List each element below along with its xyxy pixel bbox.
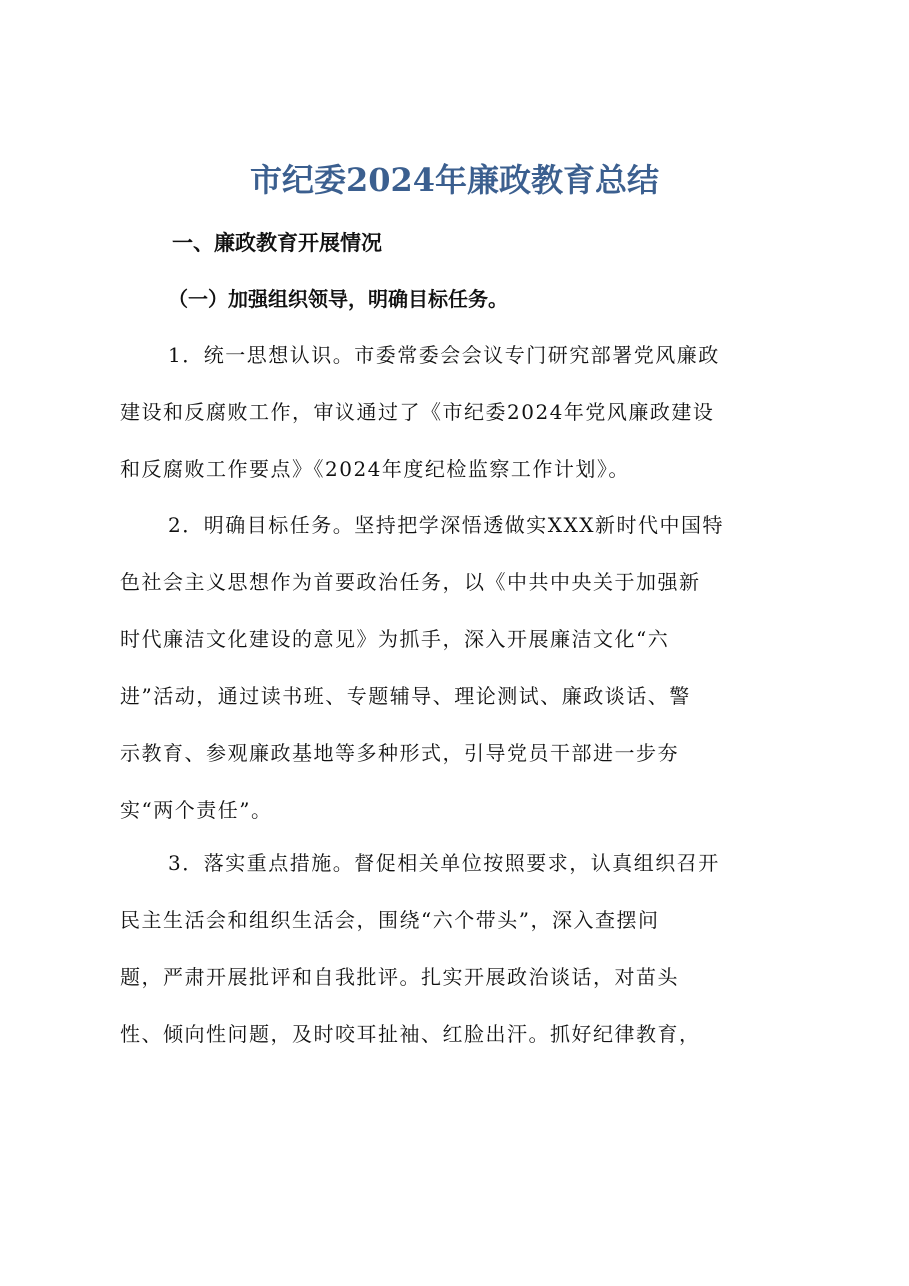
paragraph-line: 示教育、参观廉政基地等多种形式，引导党员干部进一步夯 xyxy=(120,741,679,765)
document-title: 市纪委2024年廉政教育总结 xyxy=(249,161,660,199)
paragraph-3 xyxy=(120,835,810,1063)
paragraph-line: 2．明确目标任务。坚持把学深悟透做实XXX新时代中国特 xyxy=(168,513,724,537)
subsection-heading: （一）加强组织领导，明确目标任务。 xyxy=(168,287,508,311)
paragraph-line: 色社会主义思想作为首要政治任务，以《中共中央关于加强新 xyxy=(120,570,701,594)
paragraph-line: 民主生活会和组织生活会，围绕“六个带头”，深入查摆问 xyxy=(120,908,660,932)
paragraph-line: 性、倾向性问题，及时咬耳扯袖、红脸出汗。抓好纪律教育， xyxy=(120,1022,701,1046)
paragraph-2 xyxy=(120,497,810,839)
paragraph-line: 实“两个责任”。 xyxy=(120,798,273,822)
paragraph-1 xyxy=(120,327,810,498)
paragraph-line: 题，严肃开展批评和自我批评。扎实开展政治谈话，对苗头 xyxy=(120,965,679,989)
paragraph-line: 1．统一思想认识。市委常委会会议专门研究部署党风廉政 xyxy=(168,343,720,367)
paragraph-line: 和反腐败工作要点》《2024年度纪检监察工作计划》。 xyxy=(120,457,630,481)
paragraph-line: 3．落实重点措施。督促相关单位按照要求，认真组织召开 xyxy=(168,851,720,875)
section-heading: 一、廉政教育开展情况 xyxy=(172,231,382,255)
paragraph-line: 时代廉洁文化建设的意见》为抓手，深入开展廉洁文化“六 xyxy=(120,627,670,651)
paragraph-line: 进”活动，通过读书班、专题辅导、理论测试、廉政谈话、警 xyxy=(120,684,691,708)
paragraph-line: 建设和反腐败工作，审议通过了《市纪委2024年党风廉政建设 xyxy=(120,400,715,424)
